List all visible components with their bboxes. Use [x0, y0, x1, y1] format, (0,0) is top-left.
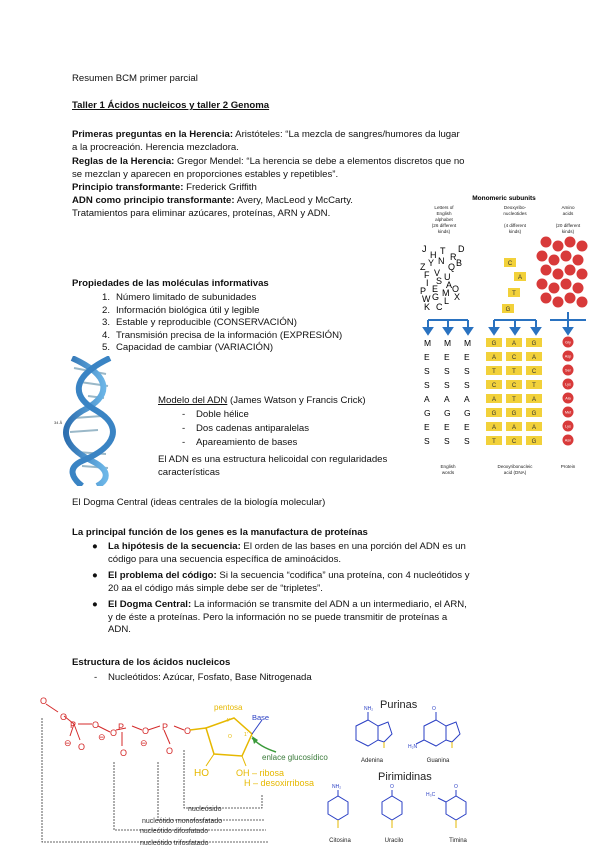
nucleotide-structure-figure [38, 690, 338, 848]
purinas-label: Purinas [380, 699, 418, 711]
word-letter: S [424, 436, 430, 446]
letter-glyph: N [438, 256, 445, 266]
letter-glyph: P [420, 286, 427, 296]
structure-item: - Nucleótidos: Azúcar, Fosfato, Base Nitrogenada [94, 672, 312, 683]
svg-text:H₂N: H₂N [408, 744, 418, 750]
svg-text:Amino: Amino [561, 205, 575, 210]
letters-cluster [420, 244, 465, 312]
document-header: Resumen BCM primer parcial [72, 73, 198, 84]
dna-label: C [531, 369, 537, 375]
dna-label: A [531, 397, 537, 403]
svg-text:34 Å: 34 Å [54, 420, 63, 425]
svg-text:O: O [110, 728, 118, 738]
protein-rows [563, 337, 574, 446]
letter-glyph: B [456, 258, 463, 268]
props-item: 5. Capacidad de cambiar (VARIACIÓN) [101, 342, 274, 354]
amino-acid-circle [549, 283, 560, 294]
protein-label: Met [564, 410, 572, 415]
ho-label: HO [194, 768, 209, 779]
adenine-structure [356, 712, 392, 748]
amino-acid-circle [561, 251, 572, 262]
model-point: - Doble hélice [182, 409, 249, 420]
letter-glyph: R [450, 252, 457, 262]
svg-text:P: P [162, 722, 169, 732]
word-letter: S [444, 436, 450, 446]
dna-label: T [532, 383, 536, 389]
svg-text:P: P [118, 722, 125, 732]
svg-text:⊖: ⊖ [98, 732, 106, 742]
svg-text:O: O [390, 784, 394, 790]
amino-acid-circle [577, 241, 588, 252]
intro-line-1 [72, 129, 460, 142]
svg-text:O: O [432, 706, 436, 712]
thymine-structure [446, 796, 466, 820]
protein-label: Ala [565, 396, 571, 401]
svg-text:Protein: Protein [560, 464, 576, 469]
word-letter: S [464, 436, 470, 446]
protein-label: Ser [565, 368, 571, 373]
letter-glyph: K [424, 302, 431, 312]
uracil-structure [382, 796, 402, 820]
props-item: 2. Información biológica útil y legible [101, 304, 260, 316]
dna-label: G [511, 411, 517, 417]
ribosa-label: OH – ribosa [236, 768, 285, 778]
amino-acid-circle [577, 297, 588, 308]
guanina-label: Guanina [426, 758, 450, 764]
word-letter: S [464, 380, 470, 390]
word-letter: G [464, 408, 471, 418]
dna-label: C [511, 439, 517, 445]
letter-glyph: T [440, 246, 446, 256]
model-desc-2: características [158, 467, 220, 478]
svg-text:alphabet: alphabet [435, 217, 453, 222]
letter-glyph: D [458, 244, 465, 254]
intro-line-4 [72, 195, 353, 208]
model-title-line [158, 395, 366, 408]
word-letter: A [464, 394, 470, 404]
amino-acid-circle [565, 265, 576, 276]
protein-label: Lys [565, 424, 571, 429]
amino-acid-circle [537, 251, 548, 262]
dna-label: T [492, 439, 496, 445]
letter-glyph: Q [448, 262, 456, 272]
letter-glyph: F [424, 270, 430, 280]
amino-acid-circle [541, 265, 552, 276]
word-letter: E [444, 422, 450, 432]
svg-text:nucleotides: nucleotides [503, 211, 527, 216]
dna-helix-image [52, 356, 130, 486]
dna-label: A [491, 425, 497, 431]
nucleotide-label: T [512, 291, 516, 297]
intro-label-2: Reglas de la Herencia: [72, 156, 175, 167]
function-heading: La principal función de los genes es la manufactura de proteínas [72, 527, 368, 538]
monomeric-subunits-figure [418, 192, 590, 482]
pirimidinas-label: Pirimidinas [378, 771, 432, 783]
dna-label: T [492, 369, 496, 375]
svg-text:1': 1' [244, 732, 248, 738]
protein-label: Gly [565, 340, 571, 345]
nucleotide-label: G [505, 307, 511, 313]
cytosine-structure [328, 796, 348, 820]
amino-acid-circle [553, 241, 564, 252]
structure-heading: Estructura de los ácidos nucleicos [72, 657, 231, 668]
desoxirribosa-label: H – desoxirribosa [244, 778, 315, 788]
dna-rows [486, 338, 542, 445]
word-letter: S [424, 366, 430, 376]
letter-glyph: O [452, 284, 460, 294]
letter-glyph: V [434, 268, 441, 278]
svg-text:NH₂: NH₂ [332, 784, 342, 790]
svg-text:Deoxyribonucleic: Deoxyribonucleic [497, 464, 533, 469]
letter-glyph: I [426, 278, 429, 288]
model-title: Modelo del ADN [158, 395, 228, 406]
trifosfatado-label: nucleótido trifosfatado [140, 840, 209, 847]
nucleotides-cluster [502, 258, 526, 313]
letter-glyph: W [422, 294, 431, 304]
svg-text:(20 different: (20 different [555, 223, 581, 228]
letter-glyph: Y [428, 258, 435, 268]
svg-text:(4 different: (4 different [504, 223, 526, 228]
svg-text:⊖: ⊖ [140, 738, 148, 748]
function-bullet-1: ● La hipótesis de la secuencia: El orden de las bases en una porción del ADN es un código para una secuencia específica de aminoácidos. [92, 541, 466, 565]
amino-acid-circle [565, 293, 576, 304]
dna-label: A [531, 355, 537, 361]
svg-text:(26 different: (26 different [431, 223, 457, 228]
word-letter: M [424, 338, 432, 348]
dna-label: G [531, 411, 537, 417]
word-letter: G [444, 408, 451, 418]
word-letter: S [444, 380, 450, 390]
svg-text:words: words [441, 470, 455, 475]
word-letter: E [464, 422, 470, 432]
dna-label: A [531, 425, 537, 431]
svg-text:O: O [92, 720, 100, 730]
difosfatado-label: nucleótido difosfatado [140, 828, 209, 835]
letter-glyph: Z [420, 262, 426, 272]
word-letter: E [424, 352, 430, 362]
letter-glyph: C [436, 302, 443, 312]
intro-label-1: Primeras preguntas en la Herencia: [72, 129, 234, 140]
protein-label: Asn [564, 438, 572, 443]
word-letter: E [444, 352, 450, 362]
base-label: Base [252, 713, 270, 722]
intro-text-1: Aristóteles: “La mezcla de sangres/humores da lugar [233, 129, 460, 140]
dna-label: A [511, 341, 517, 347]
dna-label: T [512, 369, 516, 375]
svg-text:kinds): kinds) [561, 229, 575, 234]
intro-text-2: Gregor Mendel: “La herencia se debe a elementos discretos que no [174, 156, 465, 167]
svg-text:O: O [120, 748, 128, 758]
uracilo-label: Uracilo [384, 838, 404, 844]
dna-label: G [531, 439, 537, 445]
intro-line-1b: a la procreación. Herencia mezcladora. [72, 142, 239, 153]
word-letter: E [464, 352, 470, 362]
enlace-label: enlace glucosídico [262, 753, 328, 762]
svg-text:kinds): kinds) [437, 229, 451, 234]
props-heading: Propiedades de las moléculas informativas [72, 278, 269, 289]
intro-line-3 [72, 182, 257, 195]
word-letter: M [464, 338, 472, 348]
dna-label: A [491, 355, 497, 361]
svg-text:Deoxyribo-: Deoxyribo- [503, 205, 527, 210]
word-rows [424, 338, 471, 446]
svg-text:English: English [436, 211, 452, 216]
dna-label: G [491, 341, 497, 347]
amino-acid-circle [573, 283, 584, 294]
dna-label: A [491, 397, 497, 403]
letter-glyph: U [444, 272, 451, 282]
document-title: Taller 1 Ácidos nucleicos y taller 2 Genoma [72, 100, 270, 111]
amino-acid-circle [541, 237, 552, 248]
monofosfatado-label: nucleótido monofosfatado [142, 818, 223, 825]
pentosa-label: pentosa [214, 703, 243, 712]
amino-acid-circle [561, 279, 572, 290]
word-letter: E [424, 422, 430, 432]
letter-glyph: L [444, 296, 450, 306]
svg-text:Letters of: Letters of [434, 205, 454, 210]
nitrogen-bases-figure [318, 690, 500, 848]
svg-text:O: O [454, 784, 458, 790]
word-letter: G [424, 408, 431, 418]
nucleotide-label: C [507, 261, 513, 267]
amino-acid-circle [541, 293, 552, 304]
intro-label-3: Principio transformante: [72, 182, 184, 193]
intro-text-3: Frederick Griffith [183, 182, 257, 193]
svg-text:O: O [78, 742, 86, 752]
svg-text:⊖: ⊖ [64, 738, 72, 748]
amino-acid-cluster [537, 237, 588, 308]
svg-text:kinds): kinds) [508, 229, 522, 234]
function-bullet-3: ● El Dogma Central: La información se transmite del ADN a un intermediario, el ARN, y de éste a proteínas. Pero la información no se puede transmitir de proteínas a ADN. [92, 599, 467, 636]
letter-glyph: M [442, 288, 450, 298]
amino-acid-circle [537, 279, 548, 290]
dna-label: C [511, 355, 517, 361]
svg-text:O: O [228, 734, 232, 740]
intro-line-4b: Tratamientos para eliminar azúcares, proteínas, ARN y ADN. [72, 208, 331, 219]
word-letter: S [444, 366, 450, 376]
dna-label: T [512, 397, 516, 403]
letter-glyph: E [432, 284, 439, 294]
svg-text:O: O [142, 726, 150, 736]
protein-label: Asp [564, 354, 572, 359]
props-item: 1. Número limitado de subunidades [101, 292, 257, 303]
svg-text:O: O [166, 746, 174, 756]
citosina-label: Citosina [329, 838, 351, 844]
letter-glyph: A [446, 280, 453, 290]
dna-label: G [491, 411, 497, 417]
svg-text:English: English [440, 464, 456, 469]
svg-text:H₃C: H₃C [426, 792, 436, 798]
letter-glyph: S [436, 276, 443, 286]
svg-text:O: O [60, 712, 68, 722]
protein-label: Lys [565, 382, 571, 387]
amino-acid-circle [549, 255, 560, 266]
word-letter: A [424, 394, 430, 404]
dna-label: C [491, 383, 497, 389]
adenina-label: Adenina [360, 758, 384, 764]
amino-acid-circle [573, 255, 584, 266]
intro-label-4: ADN como principio transformante: [72, 195, 235, 206]
props-item: 3. Estable y reproducible (CONSERVACIÓN) [101, 317, 297, 329]
svg-text:NH₂: NH₂ [364, 706, 374, 712]
dogma-title: El Dogma Central (ideas centrales de la biología molecular) [72, 497, 326, 508]
dna-label: C [511, 383, 517, 389]
nucleotide-label: A [517, 275, 523, 281]
svg-text:acid (DNA): acid (DNA) [503, 470, 527, 475]
nucleosido-label: nucleósido [188, 806, 222, 813]
letter-glyph: X [454, 292, 461, 302]
guanine-structure [416, 712, 460, 748]
timina-label: Timina [449, 838, 467, 844]
model-authors: (James Watson y Francis Crick) [227, 395, 366, 406]
amino-acid-circle [577, 269, 588, 280]
svg-text:O: O [40, 696, 48, 706]
model-point: - Apareamiento de bases [182, 437, 298, 448]
intro-line-2b: se mezclan y aparecen en proporciones estables y repetibles”. [72, 169, 339, 180]
svg-text:acids: acids [562, 211, 574, 216]
svg-text:4': 4' [226, 718, 230, 724]
props-list [80, 292, 342, 355]
props-item: 4. Transmisión precisa de la información (EXPRESIÓN) [101, 329, 343, 341]
intro-line-2 [72, 156, 465, 169]
function-bullet-2: ● El problema del código: Si la secuencia “codifica” una proteína, con 4 nucleótidos y 20 aa el código más simple debe ser de “tripletes”. [92, 570, 470, 594]
letter-glyph: G [432, 292, 440, 302]
word-letter: A [444, 394, 450, 404]
svg-text:O: O [184, 726, 192, 736]
amino-acid-circle [565, 237, 576, 248]
intro-text-4: Avery, MacLeod y McCarty. [234, 195, 353, 206]
word-letter: M [444, 338, 452, 348]
letter-glyph: J [422, 244, 427, 254]
model-point: - Dos cadenas antiparalelas [182, 423, 310, 434]
svg-text:P: P [70, 720, 77, 730]
letter-glyph: H [430, 250, 437, 260]
fig-title: Monomeric subunits [472, 195, 536, 202]
word-letter: S [464, 366, 470, 376]
amino-acid-circle [553, 269, 564, 280]
word-letter: S [424, 380, 430, 390]
model-desc-1: El ADN es una estructura helicoidal con regularidades [158, 454, 388, 465]
amino-acid-circle [553, 297, 564, 308]
dna-label: A [511, 425, 517, 431]
dna-label: G [531, 341, 537, 347]
